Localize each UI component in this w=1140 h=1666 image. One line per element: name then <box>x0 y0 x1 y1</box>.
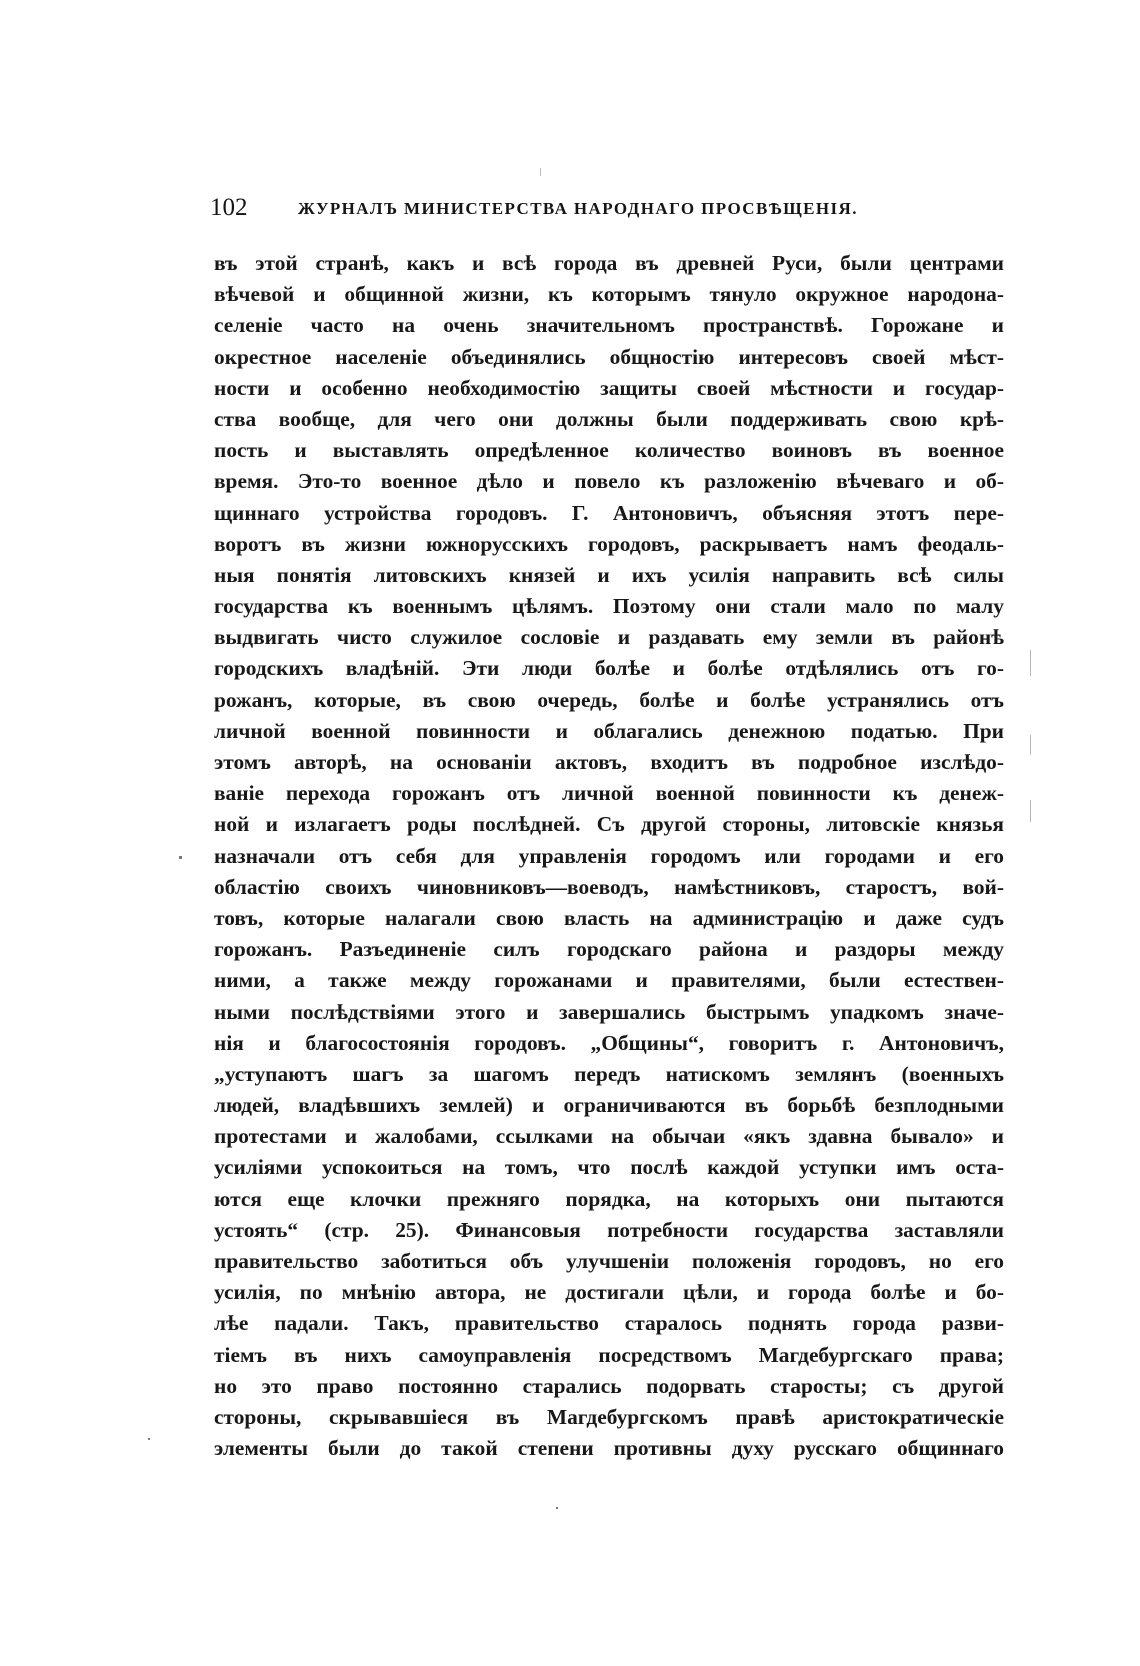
text-line: устоять“ (стр. 25). Финансовыя потребности государства заставляли <box>214 1217 1004 1242</box>
page-header <box>210 193 910 233</box>
text-line: ства вообще, для чего они должны были поддерживать свою крѣ- <box>214 406 1004 431</box>
text-line: ныя понятія литовскихъ князей и ихъ усилія направить всѣ силы <box>214 562 1004 587</box>
text-line: протестами и жалобами, ссылками на обычаи «якъ здавна бывало» и <box>214 1124 1004 1149</box>
page-number: 102 <box>210 194 248 221</box>
text-line: вѣчевой и общинной жизни, къ которымъ тянуло окружное народона- <box>214 282 1004 307</box>
running-title: ЖУРНАЛЪ МИНИСТЕРСТВА НАРОДНАГО ПРОСВѢЩЕНІЯ. <box>298 199 858 218</box>
text-line: усилія, по мнѣнію автора, не достигали цѣли, и города болѣе и бо- <box>214 1280 1004 1305</box>
text-line: лѣе падали. Такъ, правительство старалось поднять города разви- <box>214 1311 1004 1336</box>
text-line: щиннаго устройства городовъ. Г. Антоновичъ, объясняя этотъ пере- <box>214 500 1004 525</box>
text-line: людей, владѣвшихъ землей) и ограничиваются въ борьбѣ безплодными <box>214 1093 1004 1118</box>
body-text <box>214 248 1004 1464</box>
text-line: областію своихъ чиновниковъ—воеводъ, намѣстниковъ, старостъ, вой- <box>214 874 1004 899</box>
text-line: выдвигать чисто служилое сословіе и раздавать ему земли въ районѣ <box>214 625 1004 650</box>
text-line: рожанъ, которые, въ свою очередь, болѣе и болѣе устранялись отъ <box>214 687 1004 712</box>
text-line: но это право постоянно старались подорвать старосты; съ другой <box>214 1373 1004 1398</box>
text-line: усиліями успокоиться на томъ, что послѣ каждой уступки имъ оста- <box>214 1155 1004 1180</box>
scan-speck <box>148 1438 150 1440</box>
text-line: государства къ военнымъ цѣлямъ. Поэтому они стали мало по малу <box>214 594 1004 619</box>
text-line: личной военной повинности и облагались денежною податью. При <box>214 718 1004 743</box>
text-line: ности и особенно необходимостію защиты своей мѣстности и государ- <box>214 375 1004 400</box>
text-line: селеніе часто на очень значительномъ пространствѣ. Горожане и <box>214 313 1004 338</box>
scan-speck <box>540 168 541 176</box>
scan-speck <box>1030 650 1031 676</box>
text-line: товъ, которые налагали свою власть на администрацію и даже судъ <box>214 905 1004 930</box>
text-line: ваніе перехода горожанъ отъ личной военной повинности къ денеж- <box>214 781 1004 806</box>
scan-speck <box>1030 735 1031 755</box>
text-line: нія и благосостоянія городовъ. „Общины“, говоритъ г. Антоновичъ, <box>214 1030 1004 1055</box>
text-line: назначали отъ себя для управленія городомъ или городами и его <box>214 843 1004 868</box>
text-line: ними, а также между горожанами и правителями, были естествен- <box>214 968 1004 993</box>
text-line: тіемъ въ нихъ самоуправленія посредствомъ Магдебургскаго права; <box>214 1342 1004 1367</box>
text-line: ются еще клочки прежняго порядка, на которыхъ они пытаются <box>214 1186 1004 1211</box>
scan-speck <box>179 856 182 859</box>
text-line: горожанъ. Разъединеніе силъ городскаго района и раздоры между <box>214 937 1004 962</box>
scan-speck <box>1030 800 1031 822</box>
text-line: время. Это-то военное дѣло и повело къ разложенію вѣчеваго и об- <box>214 469 1004 494</box>
text-line: ной и излагаетъ роды послѣдней. Съ другой стороны, литовскіе князья <box>214 812 1004 837</box>
text-line: ными послѣдствіями этого и завершались быстрымъ упадкомъ значе- <box>214 999 1004 1024</box>
text-line: воротъ въ жизни южнорусскихъ городовъ, раскрываетъ намъ феодаль- <box>214 531 1004 556</box>
scan-speck <box>556 1507 558 1509</box>
text-line: стороны, скрывавшіеся въ Магдебургскомъ правѣ аристократическіе <box>214 1404 1004 1429</box>
text-line: городскихъ владѣній. Эти люди болѣе и болѣе отдѣлялись отъ го- <box>214 656 1004 681</box>
text-line: въ этой странѣ, какъ и всѣ города въ древней Руси, были центрами <box>214 251 1004 275</box>
text-line: элементы были до такой степени противны духу русскаго общиннаго <box>214 1436 1004 1461</box>
text-line: правительство заботиться объ улучшеніи положенія городовъ, но его <box>214 1249 1004 1273</box>
text-line: „уступаютъ шагъ за шагомъ передъ натискомъ землянъ (военныхъ <box>214 1061 1004 1086</box>
text-line: окрестное населеніе объединялись общностію интересовъ своей мѣст- <box>214 344 1004 369</box>
text-line: этомъ авторѣ, на основаніи актовъ, входитъ въ подробное изслѣдо- <box>214 750 1004 774</box>
text-line: пость и выставлять опредѣленное количество воиновъ въ военное <box>214 438 1004 463</box>
